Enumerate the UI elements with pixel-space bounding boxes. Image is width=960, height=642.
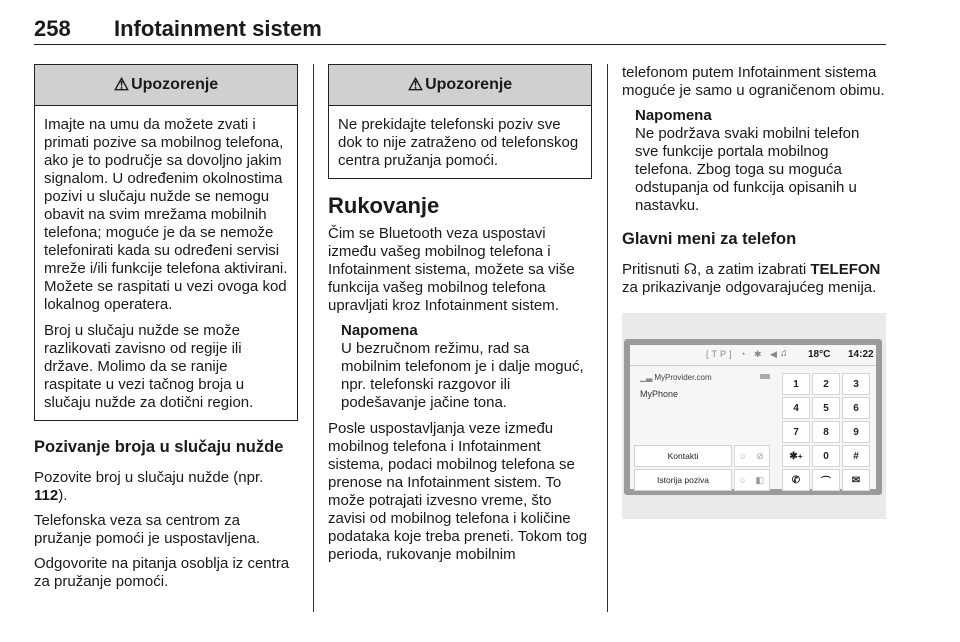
- warning-title: Upozorenje: [425, 76, 513, 93]
- warning-paragraph: Ne prekidajte telefonski poziv sve dok to nije zatraženo od telefonskog centra pružanja pomoći.: [338, 116, 579, 169]
- warning-icon: ⚠: [407, 75, 424, 94]
- section-heading: Rukovanje: [328, 193, 440, 218]
- chapter-title: Infotainment sistem: [114, 16, 322, 41]
- paragraph: Čim se Bluetooth veza uspostavi između vašeg mobilnog telefona i Infotainment sistema, možete sa više funkcija vašeg mobilnog telefona upravljati kroz Infotainment sistem.: [328, 225, 575, 314]
- key-6[interactable]: 6: [842, 397, 870, 419]
- status-icons: [TP] ◔ ✱ ◀: [706, 349, 780, 359]
- column-divider: [313, 64, 314, 612]
- paragraph: [622, 261, 886, 297]
- warning-header: [35, 65, 297, 106]
- speaker-icon: ◧: [755, 474, 764, 485]
- mute-mic-toggle[interactable]: [734, 445, 770, 467]
- key-7[interactable]: 7: [782, 421, 810, 443]
- warning-body: [35, 106, 297, 420]
- warning-icon: ⚠: [113, 75, 130, 94]
- message-button[interactable]: ✉: [842, 469, 870, 491]
- paragraph: Posle uspostavljanja veze između mobilnog telefona i Infotainment sistema, podaci mobilnog telefona se prenose na Infotainment sistem. To može potrajati izvesno vreme, što zavisi od mobilnog telefona i količine podataka koje treba preneti. Tokom tog perioda, rukovanje mobilnim: [328, 420, 588, 563]
- toggle-circle-icon: ○: [740, 475, 746, 485]
- column-3: [622, 64, 886, 519]
- note: [635, 107, 886, 215]
- column-1: [34, 64, 298, 598]
- key-8[interactable]: 8: [812, 421, 840, 443]
- key-5[interactable]: 5: [812, 397, 840, 419]
- handsfree-toggle[interactable]: [734, 469, 770, 491]
- warning-body: [329, 106, 591, 178]
- provider-name: MyProvider.com: [654, 373, 712, 382]
- column-2: [328, 64, 592, 571]
- display-screen: [630, 345, 876, 489]
- display-frame: [624, 339, 882, 495]
- status-bar: [630, 345, 876, 366]
- note-label: Napomena: [341, 322, 418, 339]
- paragraph: Odgovorite na pitanja osoblja iz centra za pružanje pomoći.: [34, 555, 290, 590]
- warning-box: [328, 64, 592, 179]
- key-hash[interactable]: #: [842, 445, 870, 467]
- warning-paragraph: Imajte na umu da možete zvati i primati pozive sa mobilnog telefona, ako je to područje sa dovoljno jakim signalom. U određenim okolnostima pozivi u slučaju nužde se nemogu obavit na svim mrežama mobilnih telefona; moguće je da se nemože telefonirati kada su određeni servisi mreže i/ili funkcije telefona aktivirani. Možete se raspitati u vezi ovoga kod lokalnog operatera.: [44, 116, 288, 313]
- hangup-button[interactable]: ⌒: [812, 469, 840, 491]
- key-plus-label: +: [797, 451, 803, 461]
- battery-icon: [760, 374, 770, 379]
- warning-title: Upozorenje: [131, 76, 219, 93]
- phone-menu-screenshot: [622, 313, 886, 519]
- paragraph: Telefonska veza sa centrom za pružanje pomoći je uspostavljena.: [34, 512, 260, 547]
- music-note-icon: ♫: [780, 348, 788, 359]
- key-4[interactable]: 4: [782, 397, 810, 419]
- note-text: U bezručnom režimu, rad sa mobilnim telefonom je i dalje moguć, npr. telefonski razgovor ili podešavanje jačine tona.: [341, 340, 584, 411]
- key-star[interactable]: [782, 445, 810, 467]
- phone-name: MyPhone: [640, 389, 679, 399]
- key-star-label: ✱: [789, 450, 798, 462]
- note: [341, 322, 592, 412]
- phone-icon: ☊: [683, 261, 698, 278]
- mic-off-icon: ⊘: [756, 450, 764, 461]
- text: Pritisnuti: [622, 261, 684, 278]
- call-history-button[interactable]: Istorija poziva: [634, 469, 732, 491]
- call-button[interactable]: ✆: [782, 469, 810, 491]
- page-number: 258: [34, 16, 71, 41]
- text: , a zatim izabrati: [697, 261, 811, 278]
- key-0[interactable]: 0: [812, 445, 840, 467]
- paragraph: [34, 469, 298, 505]
- warning-paragraph: Broj u slučaju nužde se može razlikovati zavisno od regije ili države. Molimo da se ranije raspitate u vezi tačnog broja u slučaju nužde za dotični region.: [44, 322, 254, 411]
- section-heading: Glavni meni za telefon: [622, 230, 797, 248]
- clock: 14:22: [848, 349, 874, 360]
- text: Pozovite broj u slučaju nužde (npr.: [34, 469, 264, 486]
- section-heading: Pozivanje broja u slučaju nužde: [34, 438, 284, 456]
- emergency-number: 112: [34, 487, 59, 504]
- warning-header: [329, 65, 591, 106]
- contacts-button[interactable]: Kontakti: [634, 445, 732, 467]
- provider-row: [640, 373, 712, 382]
- note-text: Ne podržava svaki mobilni telefon sve funkcije portala mobilnog telefona. Zbog toga su moguća odstupanja od funkcija opisanih u nastavku.: [635, 125, 860, 214]
- menu-option: TELEFON: [810, 261, 881, 278]
- paragraph: telefonom putem Infotainment sistema moguće je samo u ograničenom obimu.: [622, 64, 885, 99]
- temperature: 18°C: [808, 349, 831, 360]
- text: za prikazivanje odgovarajućeg menija.: [622, 279, 877, 296]
- key-9[interactable]: 9: [842, 421, 870, 443]
- page-header: [34, 14, 886, 45]
- signal-icon: ▁▃: [640, 373, 653, 382]
- key-1[interactable]: 1: [782, 373, 810, 395]
- text: ).: [58, 487, 68, 504]
- key-2[interactable]: 2: [812, 373, 840, 395]
- note-label: Napomena: [635, 107, 712, 124]
- column-divider: [607, 64, 608, 612]
- key-3[interactable]: 3: [842, 373, 870, 395]
- toggle-circle-icon: ○: [740, 451, 746, 461]
- warning-box: [34, 64, 298, 421]
